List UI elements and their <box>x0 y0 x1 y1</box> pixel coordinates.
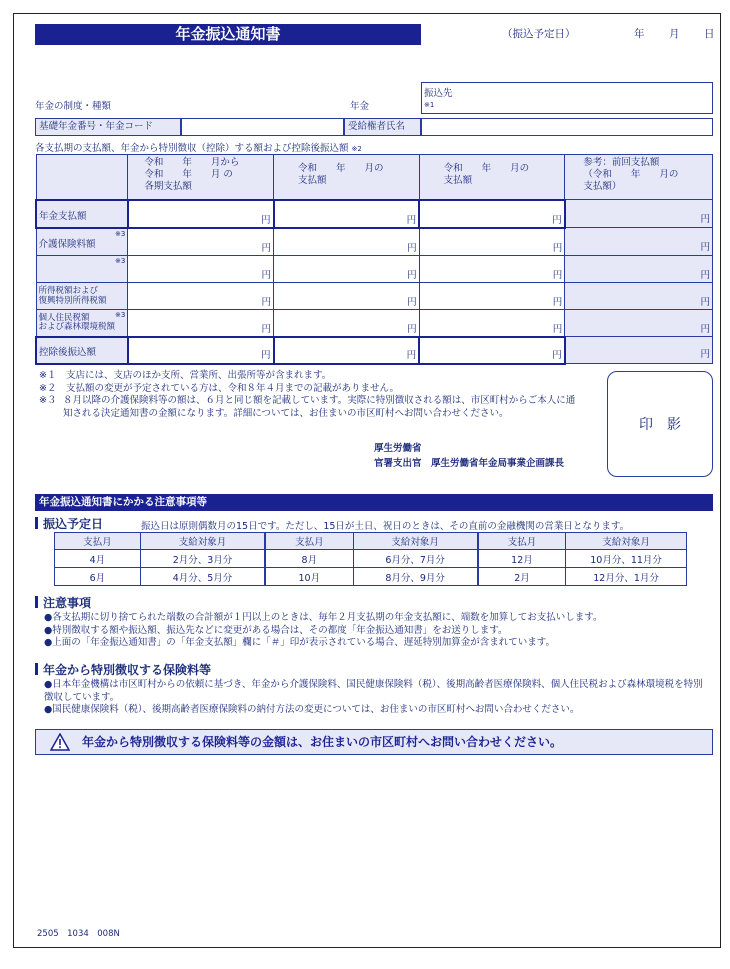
heading-mark <box>35 596 38 608</box>
yen-unit: 円 <box>407 269 417 281</box>
insurance-title: 年金から特別徴収する保険料等 <box>43 663 212 677</box>
heading-mark <box>35 663 38 675</box>
yen-unit: 円 <box>700 349 710 360</box>
document-title: 年金振込通知書 <box>35 24 421 45</box>
form-code: 2505 1034 008N <box>37 929 120 939</box>
schedule-header: 支給対象月 <box>566 533 687 550</box>
header-col1 <box>128 155 274 200</box>
header-col1-text: 令和 年 月から 令和 年 月 の 各期支払額 <box>144 157 240 192</box>
row-label <box>36 200 128 228</box>
day-label: 日 <box>704 28 715 40</box>
note-1-text: 支店には、支店のほか支所、営業所、出張所等が含まれます。 <box>65 370 332 381</box>
row-income-tax <box>36 282 713 309</box>
row-net-transfer <box>36 337 713 364</box>
row-care-insurance <box>36 228 713 256</box>
row-label-text: 年金支払額 <box>39 210 87 222</box>
month-label: 月 <box>669 28 680 40</box>
yen-unit: 円 <box>406 349 417 361</box>
payment-table <box>35 154 713 365</box>
insurance-heading <box>35 661 211 678</box>
note-3 <box>39 395 579 420</box>
schedule-header-row <box>55 533 687 550</box>
header-col3 <box>419 155 565 200</box>
yen-unit: 円 <box>552 296 563 308</box>
yen-unit: 円 <box>261 349 271 361</box>
summary-caption-text: 各支払期の支払額、年金から特別徴収（控除）する額および控除後振込額 <box>35 143 349 154</box>
schedule-cell: 2月分、3月分 <box>140 550 265 568</box>
warning-banner <box>35 729 713 755</box>
notes-block <box>39 370 579 420</box>
schedule-cell: 6月分、7月分 <box>353 550 478 568</box>
note-2-mark: ※２ <box>39 382 57 394</box>
pension-label: 年金 <box>350 101 370 112</box>
schedule-cell: 8月 <box>265 550 353 568</box>
schedule-header: 支払月 <box>265 533 353 550</box>
schedule-cell: 4月分、5月分 <box>140 568 265 586</box>
yen-unit: 円 <box>261 242 272 254</box>
yen-unit: 円 <box>407 242 417 254</box>
precautions-bar: 年金振込通知書にかかる注意事項等 <box>35 494 713 511</box>
ministry-name: 厚生労働省 <box>374 443 422 454</box>
warning-triangle-icon <box>50 733 70 751</box>
seal-label: 印 影 <box>639 417 681 433</box>
header-blank <box>36 155 128 200</box>
schedule-row <box>55 568 687 586</box>
yen-unit: 円 <box>700 242 710 253</box>
destination-label: 振込先 <box>424 88 453 99</box>
yen-unit: 円 <box>552 349 562 361</box>
yen-unit: 円 <box>406 214 417 226</box>
yen-unit: 円 <box>261 296 272 308</box>
row-label-text: 介護保険料額 <box>38 238 96 250</box>
yen-unit: 円 <box>700 269 710 281</box>
note-3-text: ８月以降の介護保険料等の額は、６月と同じ額を記載しています。実際に特別徴収される額は、市区町村からご本人に通知される決定通知書の金額になります。詳細については、お住まいの市区町村へお問い合わせください。 <box>63 395 576 419</box>
header-col4-text: 参考：前回支払額 （令和 年 月の 支払額） <box>583 157 679 192</box>
note-3-mark: ※３ <box>39 395 57 406</box>
note-1 <box>39 370 579 383</box>
insurance-item: ●国民健康保険料（税）、後期高齢者医療保険料の納付方法の変更については、お住まいの市区町村へお問い合わせください。 <box>44 704 580 715</box>
yen-unit: 円 <box>700 214 710 225</box>
yen-unit: 円 <box>407 296 417 308</box>
destination-box <box>421 82 713 114</box>
row-label-text: 控除後振込額 <box>39 346 97 358</box>
pension-type-label: 年金の制度・種類 <box>35 101 112 112</box>
yen-unit: 円 <box>700 323 710 335</box>
row-blank-insurance <box>36 255 713 282</box>
summary-caption-note: ※2 <box>351 145 362 153</box>
yen-unit: 円 <box>700 296 710 308</box>
yen-unit: 円 <box>552 242 563 254</box>
row-note: ※3 <box>115 310 126 319</box>
heading-mark <box>35 517 38 529</box>
schedule-table <box>54 532 687 586</box>
schedule-cell: 10月分、11月分 <box>566 550 687 568</box>
schedule-header: 支払月 <box>55 533 141 550</box>
schedule-header: 支給対象月 <box>353 533 478 550</box>
warning-text: 年金から特別徴収する保険料等の金額は、お住まいの市区町村へお問い合わせください。 <box>82 735 563 749</box>
header-col4 <box>565 155 713 200</box>
row-label-text: 個人住民税額 および森林環境税額 <box>38 312 116 332</box>
yen-unit: 円 <box>552 323 563 335</box>
yen-unit: 円 <box>552 269 563 281</box>
basic-number-field <box>181 118 344 136</box>
schedule-header: 支払月 <box>478 533 566 550</box>
schedule-cell: 4月 <box>55 550 141 568</box>
schedule-cell: 2月 <box>478 568 566 586</box>
caution-item: ●特別徴収する額や振込額、振込先などに変更がある場合は、その都度「年金振込通知書」をお送りします。 <box>44 624 508 636</box>
official-name: 官署支出官 厚生労働省年金局事業企画課長 <box>374 458 565 469</box>
row-label-text: 所得税額および 復興特別所得税額 <box>38 285 107 306</box>
row-note: ※3 <box>115 256 126 265</box>
yen-unit: 円 <box>261 269 272 281</box>
transfer-date-label: （振込予定日） <box>502 28 576 40</box>
yen-unit: 円 <box>261 214 271 226</box>
header-col2-text: 令和 年 月の 支払額 <box>298 163 384 186</box>
schedule-cell: 12月 <box>478 550 566 568</box>
schedule-cell: 10月 <box>265 568 353 586</box>
caution-title: 注意事項 <box>43 596 92 610</box>
note-2-text: 支払額の変更が予定されている方は、令和８年４月までの記載がありません。 <box>65 382 400 394</box>
schedule-cell: 6月 <box>55 568 141 586</box>
row-pension-payment <box>36 200 713 228</box>
schedule-cell: 12月分、1月分 <box>566 568 687 586</box>
recipient-label: 受給権者氏名 <box>344 118 421 136</box>
header-col2 <box>274 155 420 200</box>
note-1-mark: ※１ <box>39 370 57 381</box>
caution-item: ●上面の「年金振込通知書」の「年金支払額」欄に「＃」印が表示されている場合、遅延特別加算金が含まれています。 <box>44 637 556 648</box>
note-2 <box>39 383 579 396</box>
schedule-heading <box>35 515 103 532</box>
schedule-desc: 振込日は原則偶数月の15日です。ただし、15日が土日、祝日のときは、その直前の金融機関の営業日となります。 <box>141 521 630 532</box>
header-col3-text: 令和 年 月の 支払額 <box>443 163 530 186</box>
caution-heading <box>35 594 91 611</box>
seal-box <box>607 371 713 477</box>
schedule-header: 支給対象月 <box>140 533 265 550</box>
row-resident-tax <box>36 309 713 337</box>
insurance-list <box>44 679 712 717</box>
yen-unit: 円 <box>407 323 417 335</box>
caution-item: ●各支払期に切り捨てられた端数の合計額が１円以上のときは、毎年２月支払期の年金支払額に、端数を加算してお支払いします。 <box>44 612 603 623</box>
destination-note: ※1 <box>424 101 435 109</box>
yen-unit: 円 <box>261 323 272 335</box>
schedule-cell: 8月分、9月分 <box>353 568 478 586</box>
recipient-field <box>421 118 713 136</box>
schedule-title: 振込予定日 <box>43 517 104 531</box>
summary-caption <box>35 140 362 154</box>
yen-unit: 円 <box>552 214 562 226</box>
schedule-row <box>55 550 687 568</box>
document-page <box>13 13 721 948</box>
year-label: 年 <box>634 28 645 40</box>
basic-number-label: 基礎年金番号・年金コード <box>35 118 181 136</box>
insurance-item: ●日本年金機構は市区町村からの依頼に基づき、年金から介護保険料、国民健康保険料（税）、後期高齢者医療保険料、個人住民税および森林環境税を特別徴収しています。 <box>44 679 703 703</box>
caution-list <box>44 612 712 650</box>
row-note: ※3 <box>115 229 126 238</box>
